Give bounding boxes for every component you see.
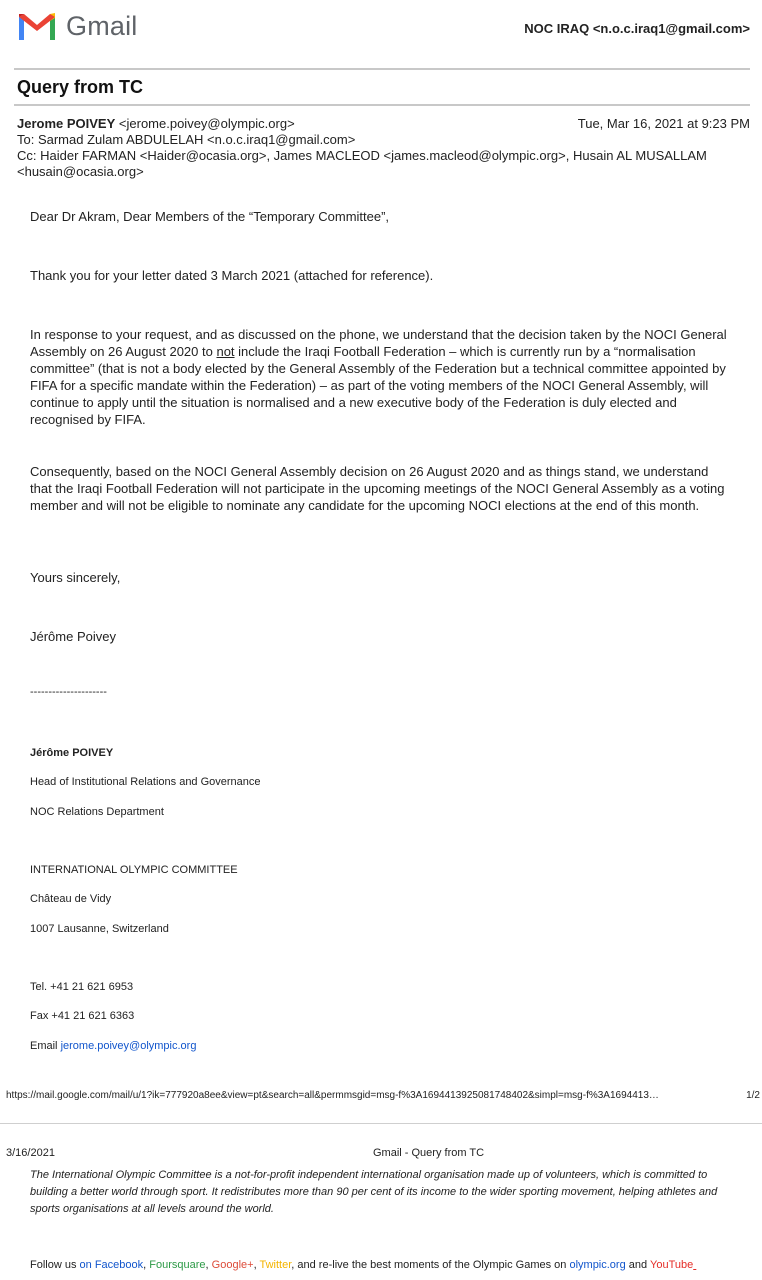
signature-tel: Tel. +41 21 621 6953 <box>30 981 134 993</box>
cc-line-cont: <husain@ocasia.org> <box>17 164 144 179</box>
response-paragraph: In response to your request, and as discussed on the phone, we understand that the decision taken by the NOCI General Assembly on 26 August 2020 to not include the Iraqi Football Federation – which is currently run by a “normalisation committee” (that is not a body elected by the General Assembly of the Federation but a technical committee appointed by FIFA for a specific mandate within the Federation) – as part of the voting members of the NOCI General Assembly, will continue to apply until the situation is normalised and a new executive body of the Federation is duly elected and recognised by FIFA. <box>30 327 727 427</box>
signature-org: INTERNATIONAL OLYMPIC COMMITTEE <box>30 864 238 876</box>
print-header-title: Gmail - Query from TC <box>373 1147 485 1159</box>
header-divider <box>14 68 750 70</box>
youtube-link[interactable]: YouTube <box>650 1259 694 1271</box>
ioc-disclaimer: The International Olympic Committee is a not-for-profit independent international organisation made up of volunteers, which is committed to building a better world through sport. It redistributes more than 90 per cent of its income to the wider sporting movement, helping athletes and sports organisations at all levels around the world. <box>30 1169 718 1215</box>
account-identity: NOC IRAQ <n.o.c.iraq1@gmail.com> <box>524 21 750 36</box>
signature-separator: --------------------- <box>30 686 107 698</box>
email-subject: Query from TC <box>17 77 144 97</box>
follow-us-line: Follow us on Facebook, Foursquare, Google+, Twitter, and re-live the best moments of the Olympic Games on olympic.org and YouTube <box>30 1259 694 1271</box>
cc-line: Cc: Haider FARMAN <Haider@ocasia.org>, James MACLEOD <james.macleod@olympic.org>, Husain AL MUSALLAM <box>17 148 707 163</box>
greeting: Dear Dr Akram, Dear Members of the “Temporary Committee”, <box>30 209 390 224</box>
signature-email-line: Email jerome.poivey@olympic.org <box>30 1040 197 1052</box>
facebook-link[interactable]: on Facebook <box>79 1259 144 1271</box>
print-page-number: 1/2 <box>746 1090 760 1101</box>
signature-email-link[interactable]: jerome.poivey@olympic.org <box>60 1040 197 1052</box>
sender-name: Jerome POIVEY <box>17 116 116 131</box>
signature-address-2: 1007 Lausanne, Switzerland <box>30 923 169 935</box>
consequence-paragraph: Consequently, based on the NOCI General Assembly decision on 26 August 2020 and as things stand, we understand that the Iraqi Football Federation will not participate in the upcoming meetings of the NOCI General Assembly as a voting member and will not be eligible to nominate any candidate for the upcoming NOCI elections at the end of this month. <box>30 464 725 513</box>
sent-date: Tue, Mar 16, 2021 at 9:23 PM <box>577 116 750 131</box>
signature-title: Head of Institutional Relations and Governance <box>30 776 261 788</box>
gmail-wordmark: Gmail <box>66 10 138 41</box>
google-plus-link[interactable]: Google+ <box>211 1259 254 1271</box>
twitter-link[interactable]: Twitter <box>259 1259 292 1271</box>
signature-dept: NOC Relations Department <box>30 806 164 818</box>
signoff-name: Jérôme Poivey <box>30 629 116 644</box>
olympic-org-link[interactable]: olympic.org <box>569 1259 626 1271</box>
to-line: To: Sarmad Zulam ABDULELAH <n.o.c.iraq1@gmail.com> <box>17 132 356 147</box>
gmail-m-icon <box>16 10 58 42</box>
underlined-not: not <box>216 344 235 359</box>
signature-address-1: Château de Vidy <box>30 893 112 905</box>
print-footer-url: https://mail.google.com/mail/u/1?ik=777920a8ee&view=pt&search=all&permmsgid=msg-f%3A1694413925081748402&simpl=msg-f%3A1694413… <box>6 1090 659 1101</box>
signature-name: Jérôme POIVEY <box>30 747 114 759</box>
page-break <box>0 1123 762 1124</box>
gmail-logo[interactable] <box>16 10 138 42</box>
thanks-paragraph: Thank you for your letter dated 3 March 2021 (attached for reference). <box>30 268 434 283</box>
signature-fax: Fax +41 21 621 6363 <box>30 1010 135 1022</box>
foursquare-link[interactable]: Foursquare <box>149 1259 206 1271</box>
subject-divider <box>14 104 750 106</box>
print-header-date: 3/16/2021 <box>6 1147 55 1159</box>
closing: Yours sincerely, <box>30 570 121 585</box>
sender-email: <jerome.poivey@olympic.org> <box>118 116 295 131</box>
